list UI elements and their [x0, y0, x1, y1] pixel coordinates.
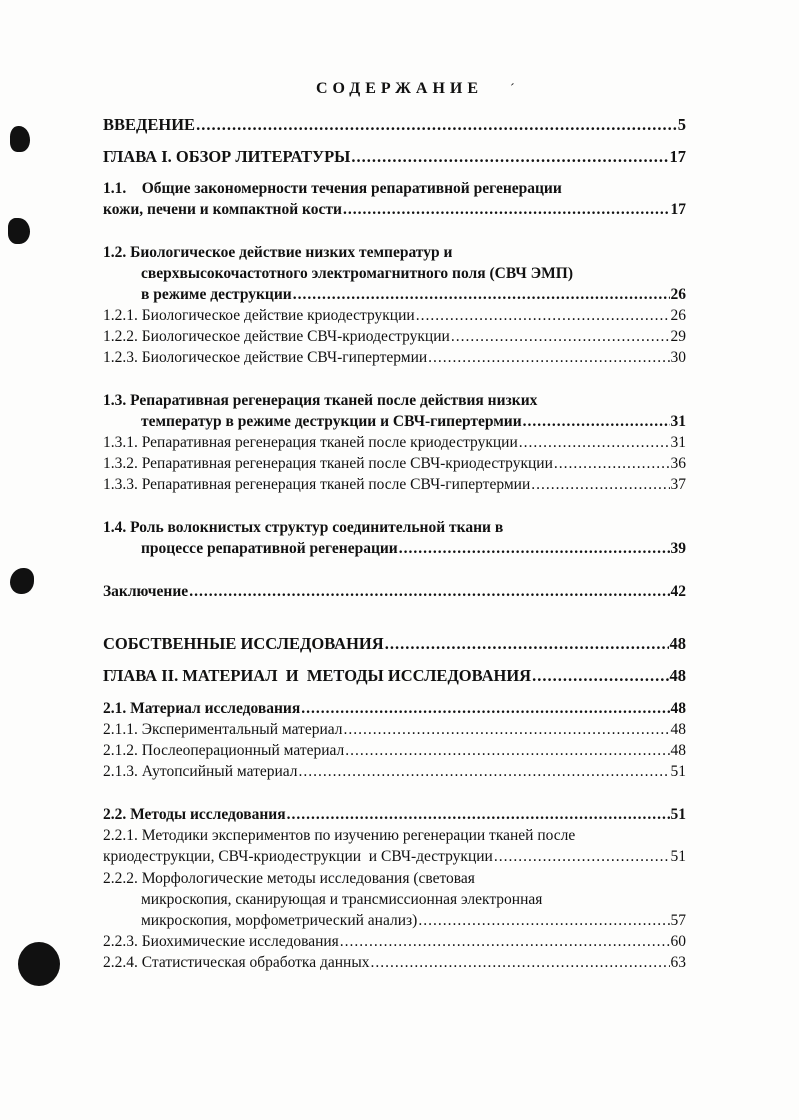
page-number: 31 — [670, 413, 686, 430]
page-number: 48 — [670, 742, 686, 759]
page-number: 26 — [670, 307, 686, 324]
page-title: СОДЕРЖАНИЕ ´ — [315, 80, 515, 97]
scan-mark-2 — [8, 218, 30, 244]
scan-mark-4 — [18, 942, 60, 986]
page-number: 48 — [669, 666, 686, 685]
toc-entry-own-research[interactable]: СОБСТВЕННЫЕ ИССЛЕДОВАНИЯ ..... 48 — [103, 634, 686, 654]
toc-entry-2-2-1-line1: 2.2.1. Методики экспериментов по изучению регенерации тканей после — [103, 827, 576, 844]
page-number: 48 — [670, 721, 686, 738]
toc-entry-2-1-2[interactable]: 2.1.2. Послеоперационный материал ..... 48 — [103, 741, 686, 761]
page-number: 36 — [670, 455, 686, 472]
toc-entry-2-2[interactable]: 2.2. Методы исследования ..... 51 — [103, 805, 686, 825]
page-number: 63 — [670, 954, 686, 971]
page-number: 42 — [670, 583, 686, 600]
page-number: 37 — [670, 476, 686, 493]
page-number: 26 — [670, 286, 686, 303]
toc-entry-2-1-1[interactable]: 2.1.1. Экспериментальный материал ..... 48 — [103, 720, 686, 740]
scan-mark-1 — [10, 126, 30, 152]
toc-entry-2-2-1[interactable]: криодеструкции, СВЧ-криодеструкции и СВЧ-деструкции ..... 51 — [103, 847, 686, 867]
page-number: 60 — [670, 933, 686, 950]
toc-entry-conclusion[interactable]: Заключение ..... 42 — [103, 582, 686, 602]
toc-entry-1-2-2[interactable]: 1.2.2. Биологическое действие СВЧ-криодеструкции ..... 29 — [103, 327, 686, 347]
toc-entry-1-3[interactable]: температур в режиме деструкции и СВЧ-гипертермии ..... 31 — [141, 412, 686, 432]
toc-entry-2-1[interactable]: 2.1. Материал исследования ..... 48 — [103, 699, 686, 719]
toc-entry-1-2-line2: сверхвысокочастотного электромагнитного поля (СВЧ ЭМП) — [141, 265, 574, 282]
toc-entry-1-2-line1: 1.2. Биологическое действие низких температур и — [103, 244, 453, 261]
toc-entry-1-3-2[interactable]: 1.3.2. Репаративная регенерация тканей после СВЧ-криодеструкции ..... 36 — [103, 454, 686, 474]
page-number: 48 — [670, 700, 686, 717]
toc-entry-1-2-1[interactable]: 1.2.1. Биологическое действие криодеструкции ..... 26 — [103, 306, 686, 326]
toc-entry-chapter-1[interactable]: ГЛАВА I. ОБЗОР ЛИТЕРАТУРЫ ..... 17 — [103, 147, 686, 167]
toc-entry-1-3-1[interactable]: 1.3.1. Репаративная регенерация тканей после криодеструкции ..... 31 — [103, 433, 686, 453]
toc-entry-1-4[interactable]: процессе репаративной регенерации ..... 39 — [141, 539, 686, 559]
page-number: 48 — [669, 634, 686, 653]
page-number: 5 — [677, 115, 686, 134]
toc-entry-1-2[interactable]: в режиме деструкции ..... 26 — [141, 285, 686, 305]
toc-entry-intro[interactable]: ВВЕДЕНИЕ ..... 5 — [103, 115, 686, 135]
toc-entry-1-1-line1: 1.1. Общие закономерности течения репаративной регенерации — [103, 180, 562, 197]
toc-entry-1-3-line1: 1.3. Репаративная регенерация тканей после действия низких — [103, 392, 538, 409]
page-number: 30 — [670, 349, 686, 366]
page-number: 29 — [670, 328, 686, 345]
page-number: 17 — [669, 147, 686, 166]
toc-entry-2-2-2[interactable]: микроскопия, морфометрический анализ) ..... 57 — [141, 911, 686, 931]
page-number: 17 — [670, 201, 686, 218]
title-mark: ´ — [510, 82, 515, 97]
toc-entry-chapter-2[interactable]: ГЛАВА II. МАТЕРИАЛ И МЕТОДЫ ИССЛЕДОВАНИЯ ..... 48 — [103, 666, 686, 686]
toc-entry-2-2-2-line1: 2.2.2. Морфологические методы исследования (световая — [103, 870, 475, 887]
scan-mark-3 — [10, 568, 34, 594]
page-number: 39 — [670, 540, 686, 557]
toc-entry-1-1[interactable]: кожи, печени и компактной кости ..... 17 — [103, 200, 686, 220]
toc-entry-1-3-3[interactable]: 1.3.3. Репаративная регенерация тканей после СВЧ-гипертермии ..... 37 — [103, 475, 686, 495]
toc-entry-2-2-4[interactable]: 2.2.4. Статистическая обработка данных ..... 63 — [103, 953, 686, 973]
page-number: 57 — [670, 912, 686, 929]
page-number: 31 — [670, 434, 686, 451]
toc-entry-2-2-3[interactable]: 2.2.3. Биохимические исследования ..... 60 — [103, 932, 686, 952]
page-number: 51 — [670, 763, 686, 780]
toc-entry-1-4-line1: 1.4. Роль волокнистых структур соединительной ткани в — [103, 519, 504, 536]
page-number: 51 — [670, 806, 686, 823]
toc-entry-1-2-3[interactable]: 1.2.3. Биологическое действие СВЧ-гипертермии ..... 30 — [103, 348, 686, 368]
page-number: 51 — [670, 848, 686, 865]
toc-entry-2-1-3[interactable]: 2.1.3. Аутопсийный материал ..... 51 — [103, 762, 686, 782]
toc-entry-2-2-2-line2: микроскопия, сканирующая и трансмиссионная электронная — [141, 891, 543, 908]
